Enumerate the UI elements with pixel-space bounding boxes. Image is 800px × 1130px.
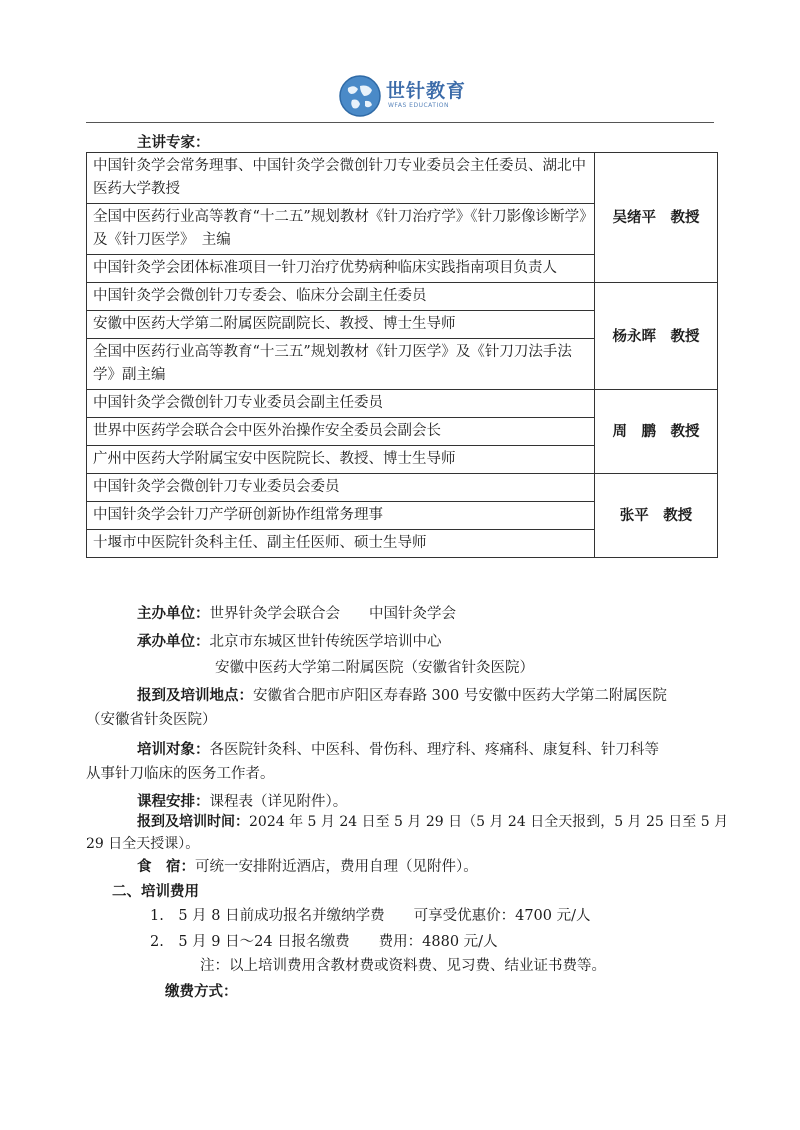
time-value: 2024 年 5 月 24 日至 5 月 29 日（5 月 24 日全天报到，5 月 25 日至 5 月 [249, 814, 729, 830]
time-label: 报到及培训时间： [137, 814, 249, 830]
target-value: 各医院针灸科、中医科、骨伤科、理疗科、疼痛科、康复科、针刀科等 [209, 742, 659, 758]
fee-item-2: 2. 5 月 9 日～24 日报名缴费 费用：4880 元/人 [150, 934, 498, 950]
course-label: 课程安排： [137, 793, 210, 810]
experts-table [86, 152, 718, 558]
logo [338, 74, 466, 118]
expert-name: 杨永晖 教授 [595, 283, 718, 390]
lodging-value: 可统一安排附近酒店，费用自理（见附件）。 [195, 859, 478, 875]
target-value-2: 从事针刀临床的医务工作者。 [86, 766, 275, 782]
course-line [137, 791, 347, 813]
organizer-label: 承办单位： [137, 633, 210, 650]
time-line [137, 811, 728, 833]
expert-name: 张平 教授 [595, 474, 718, 558]
table-row [87, 474, 718, 502]
expert-credential: 中国针灸学会微创针刀专业委员会副主任委员 [87, 390, 595, 418]
lodging-line [137, 856, 478, 878]
table-row [87, 153, 718, 204]
expert-credential: 十堰市中医院针灸科主任、副主任医师、硕士生导师 [87, 530, 595, 558]
expert-credential: 安徽中医药大学第二附属医院副院长、教授、博士生导师 [87, 311, 595, 339]
page-header [0, 70, 800, 124]
fee-item-1: 1. 5 月 8 日前成功报名并缴纳学费 可享受优惠价：4700 元/人 [150, 908, 591, 924]
organizer-value: 北京市东城区世针传统医学培训中心 [209, 634, 442, 650]
organizer-line [137, 631, 442, 653]
expert-credential: 世界中医药学会联合会中医外治操作安全委员会副会长 [87, 418, 595, 446]
expert-credential: 广州中医药大学附属宝安中医院院长、教授、博士生导师 [87, 446, 595, 474]
venue-value: 安徽省合肥市庐阳区寿春路 300 号安徽中医药大学第二附属医院 [253, 688, 667, 704]
logo-subtitle: WFAS EDUCATION [388, 102, 449, 109]
venue-line [137, 685, 667, 707]
expert-credential: 中国针灸学会常务理事、中国针灸学会微创针刀专业委员会主任委员、湖北中医药大学教授 [87, 153, 595, 204]
expert-credential: 中国针灸学会团体标准项目一针刀治疗优势病种临床实践指南项目负责人 [87, 255, 595, 283]
expert-name: 周 鹏 教授 [595, 390, 718, 474]
time-value-2: 29 日全天授课）。 [86, 836, 200, 852]
course-value: 课程表（详见附件）。 [209, 794, 348, 810]
fees-heading: 二、培训费用 [112, 883, 199, 900]
experts-label: 主讲专家： [137, 134, 210, 151]
lodging-label: 食 宿： [137, 858, 195, 875]
table-row [87, 390, 718, 418]
payment-label: 缴费方式： [165, 983, 238, 1000]
venue-value-2: （安徽省针灸医院） [86, 712, 217, 728]
host-value: 世界针灸学会联合会 中国针灸学会 [209, 606, 456, 622]
host-line [137, 603, 456, 625]
header-divider [86, 122, 714, 123]
expert-credential: 全国中医药行业高等教育“十三五”规划教材《针刀医学》及《针刀刀法手法学》副主编 [87, 339, 595, 390]
host-label: 主办单位： [137, 605, 210, 622]
expert-credential: 中国针灸学会微创针刀专业委员会委员 [87, 474, 595, 502]
target-label: 培训对象： [137, 741, 210, 758]
table-row [87, 283, 718, 311]
logo-title: 世针教育 [386, 80, 467, 102]
target-line [137, 739, 659, 761]
organizer-value-2: 安徽中医药大学第二附属医院（安徽省针灸医院） [215, 660, 534, 676]
globe-logo-icon [338, 74, 382, 118]
expert-name: 吴绪平 教授 [595, 153, 718, 283]
expert-credential: 中国针灸学会微创针刀专委会、临床分会副主任委员 [87, 283, 595, 311]
expert-credential: 中国针灸学会针刀产学研创新协作组常务理事 [87, 502, 595, 530]
fee-note: 注：以上培训费用含教材费或资料费、见习费、结业证书费等。 [200, 958, 606, 974]
expert-credential: 全国中医药行业高等教育“十二五”规划教材《针刀治疗学》《针刀影像诊断学》及《针刀医学》 主编 [87, 204, 595, 255]
venue-label: 报到及培训地点： [137, 687, 253, 704]
